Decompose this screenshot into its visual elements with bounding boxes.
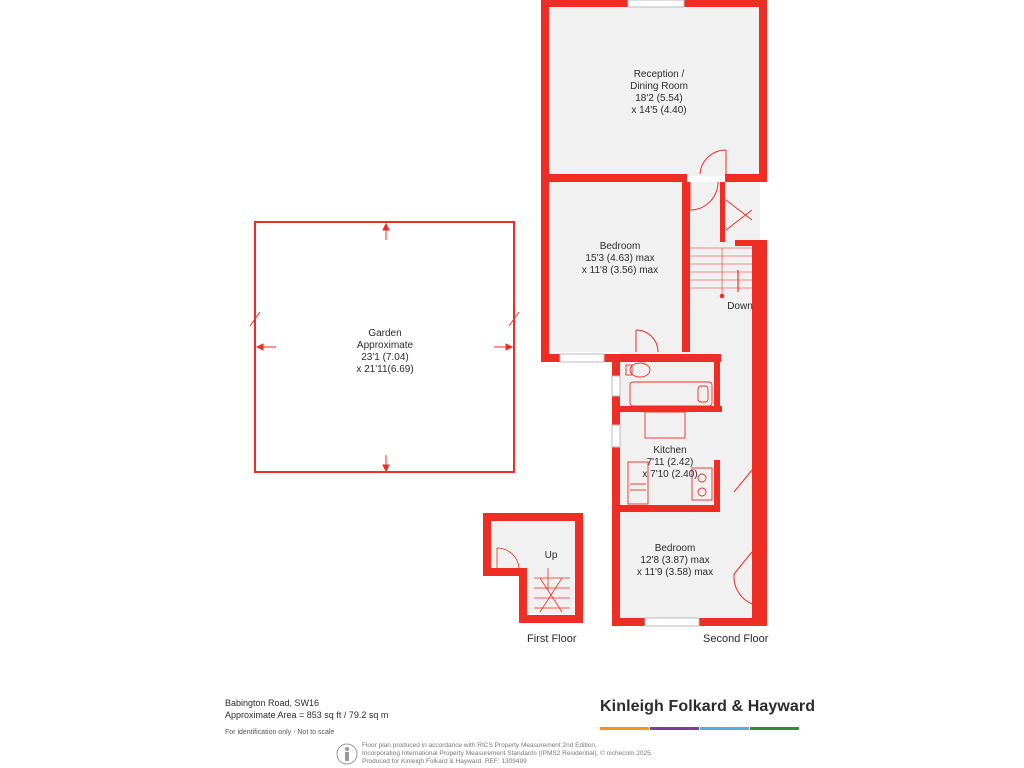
brand-bar-purple — [650, 727, 699, 730]
brand-bar-blue — [700, 727, 749, 730]
first-floor-label: First Floor — [527, 633, 577, 645]
property-address: Babington Road, SW16 — [225, 698, 320, 708]
brand-name: Kinleigh Folkard & Hayward — [600, 698, 816, 715]
second-floor-label: Second Floor — [703, 633, 769, 645]
stairs-down-label: Down — [727, 301, 753, 312]
property-area: Approximate Area = 853 sq ft / 79.2 sq m — [225, 710, 389, 720]
stairs-up-label: Up — [544, 550, 558, 561]
property-disclaimer: For identification only - Not to scale — [225, 729, 335, 736]
person-icon — [336, 743, 358, 765]
property-info — [225, 697, 388, 739]
room-label-bedroom-2: Bedroom 12'8 (3.87) max x 11'9 (3.58) max — [636, 543, 714, 578]
brand-bar-orange — [600, 727, 649, 730]
footer-text: Floor plan produced in accordance with RICS Property Measurement 2nd Edition, Incorporating International Property Measurement Standards (IPMS2 Residential). © nichecom 2025. Produced for Kinleigh Folkard & Hayward. REF: 1309499 — [362, 742, 653, 765]
room-label-bedroom-1: Bedroom 15'3 (4.63) max x 11'8 (3.56) max — [581, 241, 659, 276]
brand-bar-green — [750, 727, 799, 730]
room-label-reception: Reception / Dining Room 18'2 (5.54) x 14'5 (4.40) — [630, 69, 688, 116]
room-label-garden: Garden Approximate 23'1 (7.04) x 21'11(6.69) — [356, 328, 414, 375]
room-label-kitchen: Kitchen 7'11 (2.42) x 7'10 (2.40) — [642, 445, 698, 480]
